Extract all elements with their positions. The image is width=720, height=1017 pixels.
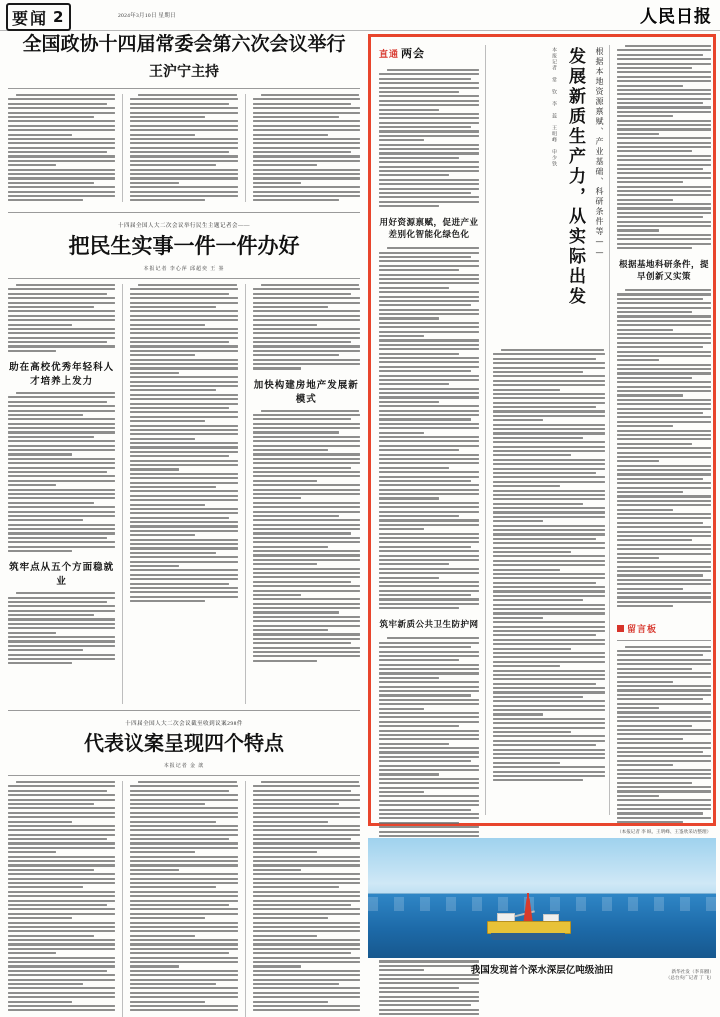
- photo-caption: 我国发现首个深水深层亿吨级油田: [470, 965, 614, 976]
- feature-col1-text-3: [379, 637, 479, 841]
- offshore-oil-platform-photo: [368, 838, 716, 958]
- article2-col3: [253, 284, 360, 704]
- paper-name: 人民日报: [640, 6, 712, 27]
- article3-byline: 本报记者 金 歆: [163, 764, 205, 769]
- article2-col1: [8, 284, 115, 704]
- feature-subhead-1: 用好资源禀赋，促进产业差别化智能化绿色化: [379, 218, 479, 241]
- article3-kicker: 十四届全国人大二次会议截至收到议案298件: [125, 721, 243, 727]
- section-badge: [6, 3, 71, 31]
- speech-bubble-icon: [617, 625, 624, 632]
- article3-col1: [8, 781, 115, 1017]
- article-motions: [8, 710, 360, 1017]
- paper-logo: [604, 2, 712, 26]
- article2-headline: 把民生实事一件一件办好: [68, 234, 300, 258]
- left-article-zone: [8, 32, 360, 1012]
- date-line: 2024年3月10日 星期日: [118, 13, 176, 19]
- article2-subhead-2: 加快构建房地产发展新模式: [253, 379, 359, 405]
- article2-byline: 本报记者 李心萍 邱超奕 王 崟: [143, 267, 225, 272]
- photo-block: [368, 838, 716, 983]
- feature-col1-text: [379, 69, 479, 207]
- article2-col2: [130, 284, 237, 704]
- zhitong-lianghui-stamp: [379, 45, 479, 61]
- article1-headline: 全国政协十四届常委会第六次会议举行: [22, 33, 346, 55]
- article3-col3: [253, 781, 360, 1017]
- section-number: 2: [53, 8, 64, 26]
- feature-col1-text-2: [379, 247, 479, 609]
- feature-col-3: [617, 45, 711, 835]
- article3-headline: 代表议案呈现四个特点: [84, 731, 284, 755]
- feature-col-2-text: [493, 349, 605, 784]
- photo-credit: 新华社发（李 阳摄） （总台央广记者 丁 飞）: [665, 969, 714, 980]
- feature-vertical-subhead: 根据本地资源禀赋、产业基础、科研条件等——: [595, 47, 604, 259]
- oil-platform-graphic: [487, 900, 569, 940]
- masthead: [0, 0, 720, 31]
- feature-vertical-headline: 发展新质生产力，从实际出发: [565, 47, 585, 307]
- section-title: 要闻: [12, 8, 49, 28]
- article2-subhead-3: 筑牢点从五个方面稳就业: [9, 562, 115, 588]
- article-politics-meeting: [8, 32, 360, 204]
- feature-subhead-4: 根据基地科研条件，提早创新又实策: [618, 260, 709, 283]
- article2-kicker: 十四届全国人大二次会议举行民生主题记者会——: [117, 223, 250, 229]
- article2-subhead-1: 助在高校优秀年轻科人才培养上发力: [9, 361, 115, 387]
- article-livelihood: [8, 212, 360, 704]
- feature-footer-note: （本报记者 李 纵、王明峰、王崟欣采访整理）: [617, 829, 712, 835]
- feature-vertical-byline: 本报记者 常 钦 李 蕊 王明峰 申少铁: [551, 47, 556, 167]
- article1-col2: [130, 94, 237, 204]
- article3-col2: [130, 781, 237, 1017]
- message-board-label: 留言板: [627, 624, 658, 635]
- stamp-black-text: 两会: [401, 47, 426, 60]
- article1-col3: [253, 94, 360, 204]
- feature-subhead-2: 筑牢新质公共卫生防护网: [379, 620, 479, 631]
- feature-vertical-title-block: [495, 47, 605, 347]
- article1-col1: [8, 94, 115, 204]
- stamp-red-text: 直通: [379, 49, 400, 60]
- article1-subhead: 王沪宁主持: [149, 64, 219, 80]
- message-board-tag: [617, 622, 657, 635]
- highlight-region-feature-article: [368, 34, 716, 835]
